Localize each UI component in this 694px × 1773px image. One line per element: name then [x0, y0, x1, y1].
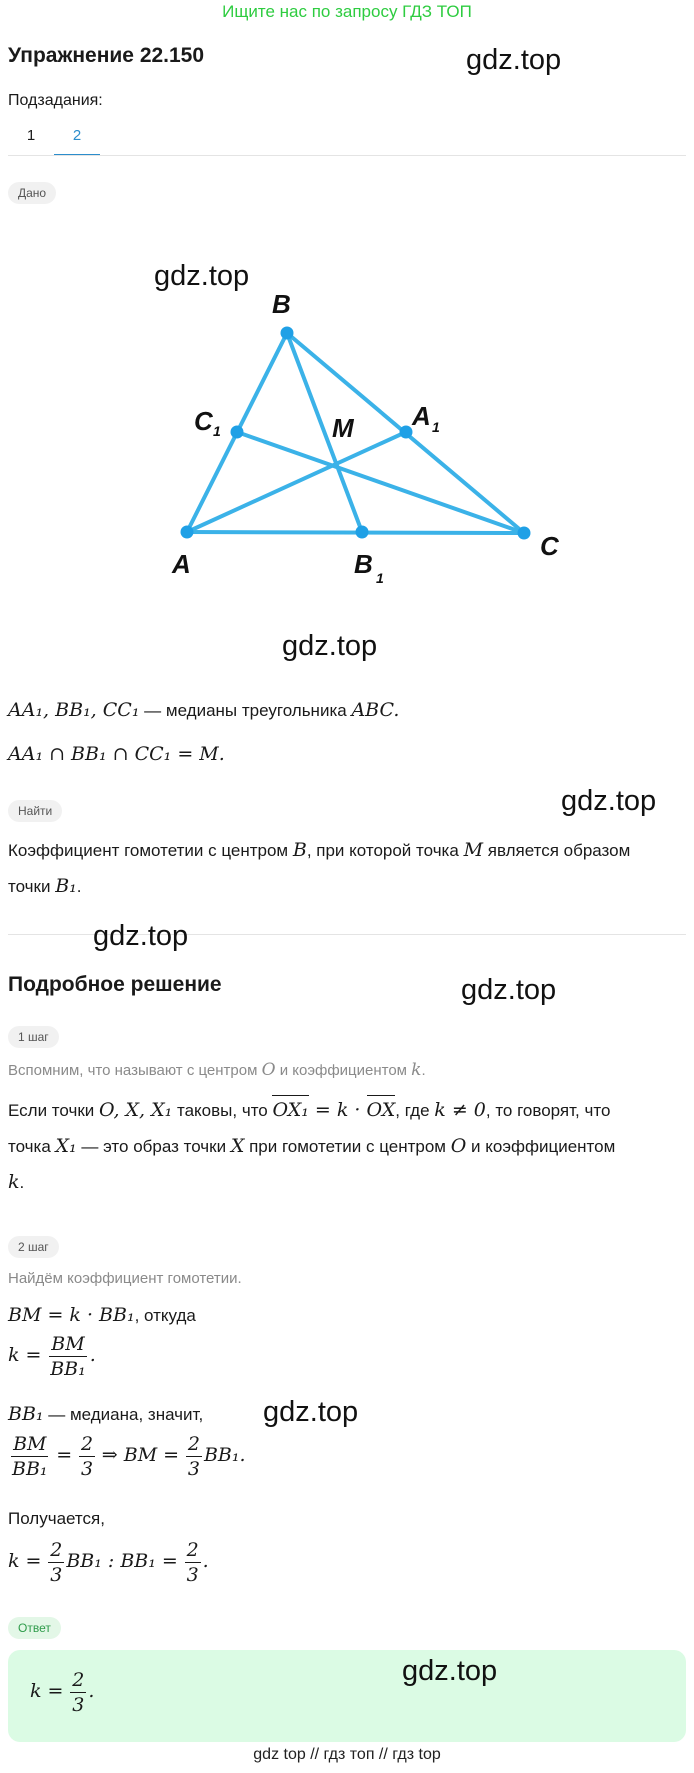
point-a1	[400, 426, 413, 439]
watermark: gdz.top	[561, 785, 657, 817]
solution-heading: Подробное решение	[8, 973, 222, 996]
watermark: gdz.top	[466, 44, 562, 76]
watermark: gdz.top	[154, 260, 250, 292]
label-b1-sub: 1	[376, 570, 384, 586]
tab-subtask-2[interactable]: 2	[54, 126, 100, 156]
label-c1: C	[194, 406, 213, 436]
watermark: gdz.top	[461, 974, 557, 1006]
step-1-line-3: k.	[8, 1171, 25, 1193]
step-1-line-1: Если точки O, X, X₁ таковы, что OX₁ = k · OX, где k ≠ 0, то говорят, что	[8, 1098, 610, 1123]
point-b	[281, 327, 294, 340]
given-line-2: AA₁ ∩ BB₁ ∩ CC₁ = M.	[8, 743, 225, 765]
given-line-1: AA₁, BB₁, CC₁ — медианы треугольника ABC.	[8, 699, 400, 721]
vector-arrow	[367, 1095, 396, 1096]
step-1-line-2: точка X₁ — это образ точки X при гомотетии с центром O и коэффициентом	[8, 1135, 616, 1157]
find-line-1: Коэффициент гомотетии с центром B, при которой точка M является образом	[8, 839, 631, 861]
step-2-line-5: Получается,	[8, 1509, 105, 1528]
answer-pill: Ответ	[8, 1617, 61, 1639]
step-2-line-4: $\frac{BM}{\text{BB₁}}$ = $\frac{2}{3}$ ⇒ BM = $\frac{2}{3}$ BB₁.	[12, 1433, 246, 1480]
step-2-line-6: k = $\frac{2}{3}$ BB₁ : BB₁ = $\frac{2}{3}$ .	[8, 1539, 209, 1586]
step-2-line-1: BM = k · BB₁, откуда	[8, 1304, 196, 1326]
tab-subtask-1[interactable]: 1	[26, 127, 36, 144]
point-c	[518, 527, 531, 540]
watermark: gdz.top	[282, 630, 378, 662]
label-a1-sub: 1	[432, 419, 440, 435]
watermark: gdz.top	[263, 1396, 359, 1428]
divider	[8, 155, 686, 156]
top-banner: Ищите нас по запросу ГДЗ ТОП	[222, 2, 472, 21]
point-c1	[231, 426, 244, 439]
label-c1-sub: 1	[213, 423, 221, 439]
label-m: M	[332, 413, 354, 443]
step-1-hint: Вспомним, что называют с центром O и коэффициентом k.	[8, 1060, 426, 1080]
step-1-pill: 1 шаг	[8, 1026, 59, 1048]
label-c: C	[540, 531, 559, 561]
watermark: gdz.top	[402, 1655, 498, 1687]
step-2-pill: 2 шаг	[8, 1236, 59, 1258]
given-pill: Дано	[8, 182, 56, 204]
median-cc1	[237, 432, 524, 533]
step-2-hint: Найдём коэффициент гомотетии.	[8, 1270, 242, 1287]
label-b: B	[272, 289, 291, 319]
side-ac	[187, 532, 524, 533]
point-a	[181, 526, 194, 539]
subtasks-label: Подзадания:	[8, 92, 103, 109]
find-pill: Найти	[8, 800, 62, 822]
label-a: A	[172, 549, 191, 579]
page-title: Упражнение 22.150	[8, 44, 205, 67]
step-2-line-3: BB₁ — медиана, значит,	[8, 1403, 204, 1425]
footer-links[interactable]: gdz top // гдз топ // гдз top	[253, 1746, 441, 1763]
point-b1	[356, 526, 369, 539]
answer-box	[8, 1650, 686, 1742]
vector-arrow	[272, 1095, 308, 1096]
step-2-line-2: k = $\frac{BM}{\text{BB₁}}$ .	[8, 1333, 96, 1380]
watermark: gdz.top	[93, 920, 189, 952]
label-a1: A	[412, 401, 431, 431]
subtask-tabs	[8, 126, 100, 156]
find-line-2: точки B₁.	[8, 875, 82, 897]
label-b1: B	[354, 549, 373, 579]
triangle-figure	[150, 285, 570, 595]
answer-formula: k = $\frac{2}{3}$ .	[30, 1669, 95, 1716]
